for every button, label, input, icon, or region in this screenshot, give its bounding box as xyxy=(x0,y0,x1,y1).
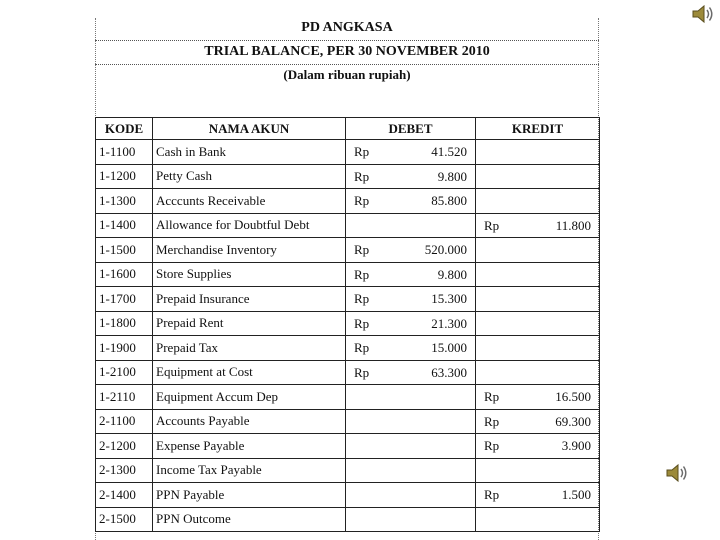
account-code: 1-2110 xyxy=(96,385,153,410)
table-row xyxy=(96,287,600,312)
kredit-amount: 3.900 xyxy=(561,438,591,453)
account-code: 1-1200 xyxy=(96,164,153,189)
debet-amount: 85.800 xyxy=(431,193,467,208)
account-code: 1-1500 xyxy=(96,238,153,263)
debet-currency: Rp xyxy=(354,340,370,355)
debet-currency: Rp xyxy=(354,242,370,257)
header-divider xyxy=(95,64,599,65)
report-subtitle: (Dalam ribuan rupiah) xyxy=(283,67,411,82)
account-name: Allowance for Doubtful Debt xyxy=(153,213,346,238)
company-name: PD ANGKASA xyxy=(301,20,393,35)
kredit-cell xyxy=(476,360,600,385)
kredit-amount: 11.800 xyxy=(555,217,591,233)
debet-cell xyxy=(346,164,476,189)
debet-cell xyxy=(346,409,476,434)
trial-balance-table xyxy=(95,117,600,532)
table-row xyxy=(96,164,600,189)
account-code: 1-1100 xyxy=(96,140,153,165)
debet-cell xyxy=(346,336,476,361)
table-header-row xyxy=(96,118,600,140)
debet-amount: 9.800 xyxy=(437,168,467,184)
account-name: Petty Cash xyxy=(153,164,346,189)
debet-currency: Rp xyxy=(354,266,370,282)
account-name: Cash in Bank xyxy=(153,140,346,165)
account-name: Equipment at Cost xyxy=(153,360,346,385)
account-name: Acccunts Receivable xyxy=(153,189,346,214)
kredit-cell xyxy=(476,336,600,361)
debet-currency: Rp xyxy=(354,315,370,331)
account-name: Income Tax Payable xyxy=(153,458,346,483)
kredit-cell xyxy=(476,262,600,287)
debet-amount: 15.000 xyxy=(431,340,467,355)
account-name: Prepaid Insurance xyxy=(153,287,346,312)
debet-amount: 41.520 xyxy=(431,144,467,159)
speaker-icon[interactable] xyxy=(690,3,716,25)
table-row xyxy=(96,409,600,434)
debet-cell xyxy=(346,311,476,336)
account-name: Accounts Payable xyxy=(153,409,346,434)
account-name: Prepaid Tax xyxy=(153,336,346,361)
account-code: 2-1100 xyxy=(96,409,153,434)
table-row xyxy=(96,140,600,165)
kredit-cell xyxy=(476,287,600,312)
speaker-icon[interactable] xyxy=(664,462,690,484)
account-code: 1-1800 xyxy=(96,311,153,336)
kredit-cell xyxy=(476,409,600,434)
debet-amount: 520.000 xyxy=(424,242,467,257)
debet-cell xyxy=(346,262,476,287)
account-name: Expense Payable xyxy=(153,434,346,459)
debet-currency: Rp xyxy=(354,168,370,184)
account-code: 2-1500 xyxy=(96,507,153,532)
debet-amount: 63.300 xyxy=(431,364,467,380)
kredit-cell xyxy=(476,189,600,214)
account-code: 1-1900 xyxy=(96,336,153,361)
column-header-kredit: KREDIT xyxy=(476,118,600,140)
table-row xyxy=(96,238,600,263)
account-name: PPN Outcome xyxy=(153,507,346,532)
kredit-cell xyxy=(476,238,600,263)
debet-currency: Rp xyxy=(354,144,370,159)
kredit-amount: 16.500 xyxy=(555,389,591,404)
trial-balance-sheet xyxy=(95,18,599,540)
kredit-currency: Rp xyxy=(484,413,500,429)
table-row xyxy=(96,189,600,214)
table-row xyxy=(96,507,600,532)
kredit-currency: Rp xyxy=(484,487,500,502)
kredit-cell xyxy=(476,164,600,189)
account-name: Store Supplies xyxy=(153,262,346,287)
table-row xyxy=(96,434,600,459)
debet-cell xyxy=(346,483,476,508)
account-name: Merchandise Inventory xyxy=(153,238,346,263)
table-row xyxy=(96,311,600,336)
kredit-currency: Rp xyxy=(484,438,500,453)
header-divider xyxy=(95,40,599,41)
debet-amount: 21.300 xyxy=(431,315,467,331)
account-code: 1-1700 xyxy=(96,287,153,312)
kredit-currency: Rp xyxy=(484,389,500,404)
account-name: Equipment Accum Dep xyxy=(153,385,346,410)
debet-cell xyxy=(346,140,476,165)
debet-currency: Rp xyxy=(354,364,370,380)
debet-cell xyxy=(346,385,476,410)
kredit-cell xyxy=(476,507,600,532)
kredit-cell xyxy=(476,140,600,165)
kredit-cell xyxy=(476,458,600,483)
column-header-kode: KODE xyxy=(96,118,153,140)
kredit-cell xyxy=(476,311,600,336)
debet-cell xyxy=(346,213,476,238)
kredit-cell xyxy=(476,483,600,508)
debet-amount: 9.800 xyxy=(437,266,467,282)
debet-cell xyxy=(346,507,476,532)
account-code: 1-1300 xyxy=(96,189,153,214)
table-row xyxy=(96,213,600,238)
kredit-cell xyxy=(476,434,600,459)
account-code: 1-2100 xyxy=(96,360,153,385)
kredit-amount: 1.500 xyxy=(561,487,591,502)
debet-cell xyxy=(346,458,476,483)
account-code: 2-1300 xyxy=(96,458,153,483)
account-code: 1-1600 xyxy=(96,262,153,287)
debet-currency: Rp xyxy=(354,193,370,208)
debet-cell xyxy=(346,360,476,385)
debet-cell xyxy=(346,287,476,312)
debet-cell xyxy=(346,434,476,459)
report-title: TRIAL BALANCE, PER 30 NOVEMBER 2010 xyxy=(204,44,490,59)
account-name: Prepaid Rent xyxy=(153,311,346,336)
table-row xyxy=(96,262,600,287)
table-row xyxy=(96,458,600,483)
table-row xyxy=(96,385,600,410)
debet-currency: Rp xyxy=(354,291,370,306)
table-row xyxy=(96,483,600,508)
kredit-amount: 69.300 xyxy=(555,413,591,429)
debet-amount: 15.300 xyxy=(431,291,467,306)
kredit-cell xyxy=(476,213,600,238)
account-code: 2-1400 xyxy=(96,483,153,508)
column-header-nama-akun: NAMA AKUN xyxy=(153,118,346,140)
kredit-currency: Rp xyxy=(484,217,500,233)
account-code: 2-1200 xyxy=(96,434,153,459)
debet-cell xyxy=(346,238,476,263)
kredit-cell xyxy=(476,385,600,410)
table-row xyxy=(96,360,600,385)
column-header-debet: DEBET xyxy=(346,118,476,140)
table-row xyxy=(96,336,600,361)
account-code: 1-1400 xyxy=(96,213,153,238)
account-name: PPN Payable xyxy=(153,483,346,508)
debet-cell xyxy=(346,189,476,214)
